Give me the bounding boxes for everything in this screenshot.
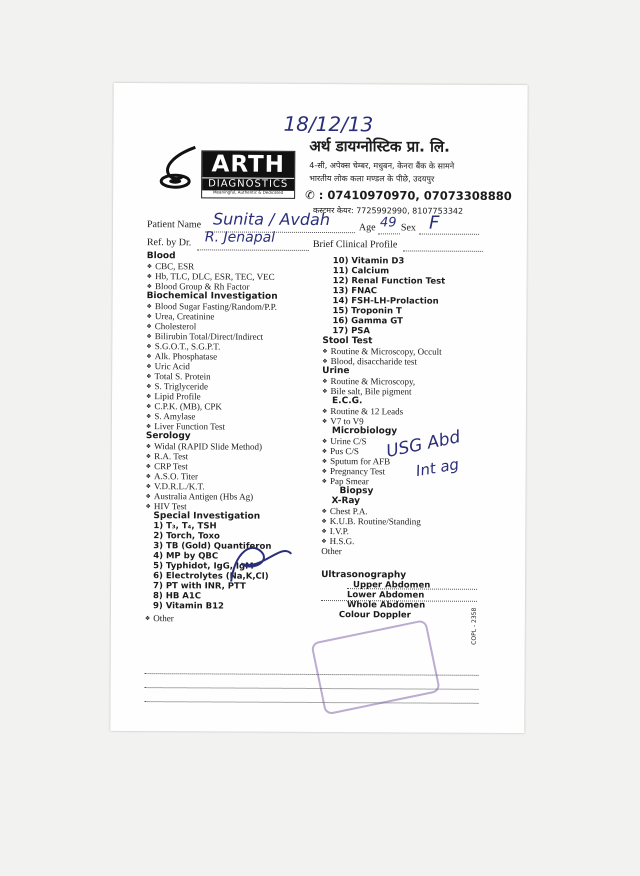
special-item: 3) TB (Gold) Quantiferon [153,541,272,552]
special-item: 4) MP by QBC [153,551,219,562]
special-item: 1) T₃, T₄, TSH [153,521,217,532]
age-line [378,233,400,234]
biochem-item: ❖ Liver Function Test [146,421,316,432]
biochem-item: ❖ S.G.O.T., S.G.P.T. [146,341,316,352]
numbered-item: 13) FNAC [332,286,378,297]
urine-heading: Urine [322,366,350,377]
urine-item: ❖ Bile salt, Bile pigment [322,386,502,397]
micro-item: ❖ Pus C/S [322,446,502,457]
serology-item: ❖ HIV Test [145,501,315,512]
biochem-item: ❖ Cholesterol [146,321,316,332]
xray-item: ❖ H.S.G. [321,536,501,547]
customer-care: कस्टमर केयर: 7725992990, 8107753342 [313,205,464,216]
stool-item: ❖ Blood, disaccharide test [322,356,502,367]
serology-heading: Serology [145,431,191,442]
numbered-item: 17) PSA [332,326,371,337]
special-heading: Special Investigation [153,511,261,522]
logo-tagline: Meaningful, Authentic & Dedicated [213,189,284,195]
serology-item: ❖ R.A. Test [146,451,316,462]
serology-item: ❖ A.S.O. Titer [146,471,316,482]
sex-line [419,234,479,235]
biochem-item: ❖ Uric Acid [146,361,316,372]
faint-stamp [310,619,441,715]
special-item: 9) Vitamin B12 [152,601,224,612]
biochem-item: ❖ Blood Sugar Fasting/Random/P.P. [147,301,317,312]
handwritten-date: 18/12/13 [283,111,374,137]
logo [201,150,295,198]
prescription-form [110,83,527,733]
stool-item: ❖ Routine & Microscopy, Occult [322,346,502,357]
xray-item: ❖ K.U.B. Routine/Standing [321,516,501,527]
ecg-item: ❖ V7 to V9 [322,416,502,427]
brief-clinical-label: Brief Clinical Profile [312,238,398,251]
special-item: 7) PT with INR, PTT [153,581,246,592]
copl-code: COPL - 2358 [470,607,478,645]
numbered-item: 11) Calcium [332,266,390,277]
micro-item: ❖ Pap Smear [322,476,502,487]
micro-item: ❖ Pregnancy Test [322,466,502,477]
patient-name-label: Patient Name [146,219,202,231]
right-other-label: Other [321,546,342,557]
micro-item: ❖ Urine C/S [322,436,502,447]
brief-clinical-line [403,250,483,251]
sex-value: F [428,212,440,234]
usg-item: Lower Abdomen [346,590,425,601]
biochem-item: ❖ S. Triglyceride [146,381,316,392]
logo-sub: DIAGNOSTICS [202,178,294,190]
serology-item: ❖ CRP Test [146,461,316,472]
address-line-1: 4-सी, अपेक्स चेम्बर, मधुबन, केनरा बैंक के सामने [309,160,455,171]
biochem-item: ❖ C.P.K. (MB), CPK [146,401,316,412]
sex-label: Sex [400,222,416,234]
handwritten-note-1: USG Abd [384,427,463,462]
ref-by-value: R. Jenapal [204,229,276,246]
usg-heading: Ultrasonography [321,570,407,581]
serology-item: ❖ Widal (RAPID Slide Method) [146,441,316,452]
ecg-item: ❖ Routine & 12 Leads [322,406,502,417]
numbered-item: 15) Troponin T [332,306,402,317]
phone-numbers: ✆ : 07410970970, 07073308880 [305,187,512,204]
xray-heading: X-Ray [331,496,361,507]
blood-heading: Blood [146,251,176,262]
usg-item: Upper Abdomen [353,580,431,591]
xray-item: ❖ Chest P.A. [321,506,501,517]
special-item: 2) Torch, Toxo [153,531,220,542]
biochem-item: ❖ Alk. Phosphatase [146,351,316,362]
other-label: ❖ Other [145,613,315,624]
numbered-item: 16) Gamma GT [332,316,403,327]
numbered-item: 14) FSH-LH-Prolaction [332,296,439,307]
serology-item: ❖ Australia Antigen (Hbs Ag) [146,491,316,502]
biopsy-heading: Biopsy [339,486,374,497]
ref-by-label: Ref. by Dr. [146,237,192,249]
biochem-item: ❖ Bilirubin Total/Direct/Indirect [146,331,316,342]
blood-item: ❖ Hb, TLC, DLC, ESR, TEC, VEC [147,271,317,282]
xray-item: ❖ I.V.P. [321,526,501,537]
biochem-item: ❖ Total S. Protein [146,371,316,382]
serology-item: ❖ V.D.R.L./K.T. [146,481,316,492]
special-item: 6) Electrolytes (Na,K,Cl) [153,571,269,582]
biochem-item: ❖ Lipid Profile [146,391,316,402]
handwritten-note-2: Int ag [414,455,461,481]
blood-item: ❖ CBC, ESR [147,261,317,272]
micro-item: ❖ Sputum for AFB [322,456,502,467]
biochem-item: ❖ Urea, Creatinine [146,311,316,322]
stool-heading: Stool Test [322,336,373,347]
signature-scribble [221,531,301,591]
micro-heading: Microbiology [331,426,398,437]
age-label: Age [358,222,376,234]
usg-item: Whole Abdomen [346,600,426,611]
other-line-3 [144,701,478,704]
address-line-2: भारतीय लोक कला मण्डल के पीछे, उदयपुर [309,173,435,184]
numbered-item: 10) Vitamin D3 [332,256,405,267]
biochem-heading: Biochemical Investigation [146,291,278,302]
blood-item: ❖ Blood Group & Rh Factor [147,281,317,292]
urine-item: ❖ Routine & Microscopy, [322,376,502,387]
company-name: अर्थ डायग्नोस्टिक प्रा. लि. [309,136,450,156]
numbered-item: 12) Renal Function Test [332,276,446,287]
biochem-item: ❖ S. Amylase [146,411,316,422]
special-item: 5) Typhidot, IgG, IgM [153,561,254,572]
special-item: 8) HB A1C [152,591,202,602]
usg-item: Colour Doppler [338,610,411,621]
logo-swirl-icon [155,145,201,193]
logo-name: ARTH [202,151,294,177]
ecg-heading: E.C.G. [332,396,363,407]
age-value: 49 [379,215,397,231]
patient-name-value: Sunita / Avdah [212,209,331,230]
